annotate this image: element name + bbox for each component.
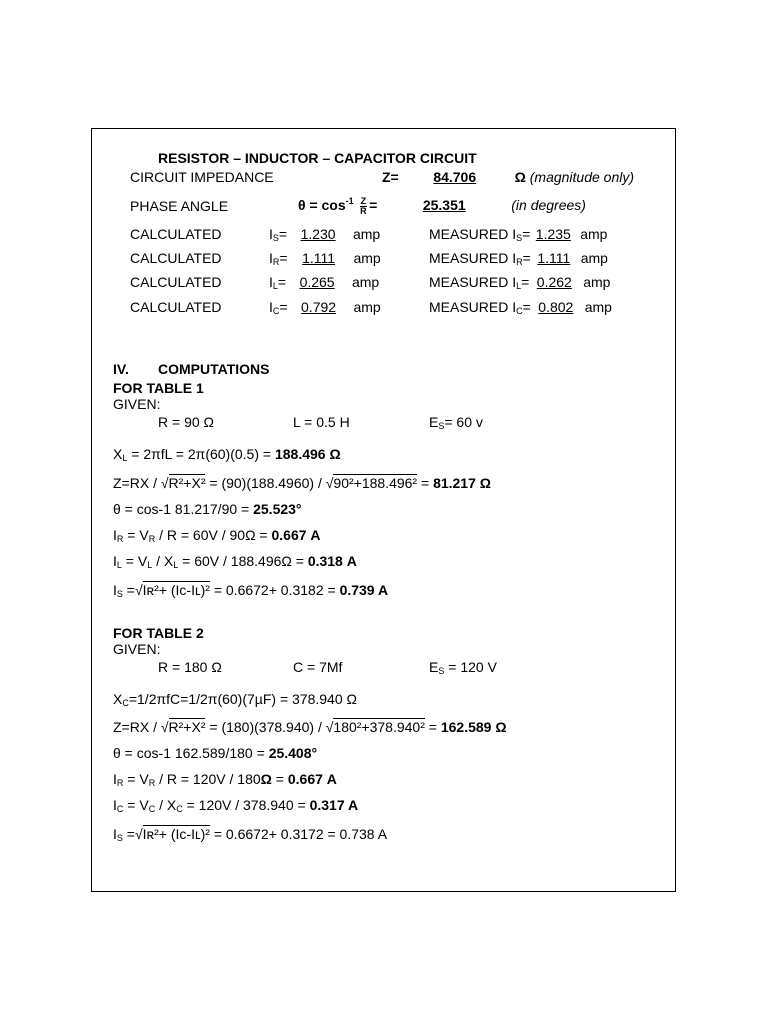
table1-is-formula: $I_S$ =√Iʀ²+ (Iᴄ-Iʟ)² = 0.6672+ 0.3182 = 0.739 A xyxy=(113,582,389,599)
impedance-unit: Ω xyxy=(514,169,526,185)
table1-ir-result: 0.667 A xyxy=(271,527,321,543)
calc-is-value: 1.230 xyxy=(300,226,336,242)
phase-value-line xyxy=(298,193,586,217)
theta-superscript: -1 xyxy=(345,196,354,206)
table1-z-formula: Z=RX / √R²+X² = (90)(188.4960) / √90²+188.496² = 81.217 Ω xyxy=(113,475,491,491)
meas-row-il: MEASURED $I_L= 0.262$ amp xyxy=(429,274,611,291)
z-over-r-fraction xyxy=(360,197,368,216)
rlc-title: RESISTOR – INDUCTOR – CAPACITOR CIRCUIT xyxy=(158,150,477,166)
calc-row-is: $I_S= 1.230$ amp xyxy=(269,226,381,243)
impedance-note: (magnitude only) xyxy=(529,169,635,185)
table1-r: R = 90 Ω xyxy=(158,414,214,430)
table2-xc-formula: $X_C=1/2\pi fC=1/2\pi(60)(7\mu F) = 378.940$ Ω xyxy=(113,691,357,708)
phase-equals: = xyxy=(369,197,378,213)
section-numeral: IV. xyxy=(113,361,129,377)
calc-row-il: $I_L= 0.265$ amp xyxy=(269,274,380,291)
theta-expression: θ = cos xyxy=(298,197,346,213)
impedance-value: 84.706 xyxy=(433,169,477,185)
table1-il-result: 0.318 A xyxy=(307,553,357,569)
table2-is-formula: $I_S$ =√Iʀ²+ (Iᴄ-Iʟ)² = 0.6672+ 0.3172 = 0.738 A xyxy=(113,826,388,843)
table2-theta-formula: θ = cos-1 162.589/180 = 25.408° xyxy=(113,745,318,761)
meas-row-ic: MEASURED $I_C= 0.802$ amp xyxy=(429,299,612,316)
table2-z-result: 162.589 Ω xyxy=(440,719,507,735)
table2-ic-result: 0.317 A xyxy=(309,797,359,813)
phase-label: PHASE ANGLE xyxy=(130,198,229,214)
fraction-numerator: Z xyxy=(360,195,367,206)
meas-ic-value: 0.802 xyxy=(538,299,574,315)
table2-given: GIVEN: xyxy=(113,641,161,657)
table1-il-formula: $I_L = V_L / X_L = 60V / 188.496\Omega = 0.318$ A xyxy=(113,553,357,570)
calc-row-ic: $I_C= 0.792$ amp xyxy=(269,299,381,316)
table1-es: $E_S= 60$ v xyxy=(429,414,483,431)
impedance-value-line xyxy=(382,169,634,185)
impedance-label: CIRCUIT IMPEDANCE xyxy=(130,169,274,185)
meas-is-value: 1.235 xyxy=(535,226,571,242)
meas-il-value: 0.262 xyxy=(536,274,572,290)
fraction-denominator: R xyxy=(360,205,367,216)
calc-ir-value: 1.111 xyxy=(302,250,336,266)
section-heading: COMPUTATIONS xyxy=(158,361,270,377)
calc-row-ir: $I_R= 1.111$ amp xyxy=(269,250,381,267)
calc-row-ir-label: CALCULATED xyxy=(130,250,222,266)
calc-row-il-label: CALCULATED xyxy=(130,274,222,290)
table1-is-result: 0.739 A xyxy=(339,582,389,598)
table2-heading: FOR TABLE 2 xyxy=(113,625,204,641)
calc-row-ic-label: CALCULATED xyxy=(130,299,222,315)
table2-es: $E_S = 120$ V xyxy=(429,659,497,676)
table2-theta-result: 25.408° xyxy=(268,745,318,761)
calc-il-value: 0.265 xyxy=(299,274,335,290)
phase-note: (in degrees) xyxy=(511,197,586,213)
meas-row-is: MEASURED $I_S= 1.235$ amp xyxy=(429,226,608,243)
table2-ic-formula: $I_C = V_C / X_C = 120V / 378.940 = 0.317$ A xyxy=(113,797,359,814)
calc-ic-value: 0.792 xyxy=(301,299,337,315)
table1-ir-formula: $I_R = V_R / R = 60V / 90\Omega = 0.667$ A xyxy=(113,527,321,544)
table2-z-formula: Z=RX / √R²+X² = (180)(378.940) / √180²+378.940² = 162.589 Ω xyxy=(113,719,507,735)
table1-theta-formula: θ = cos-1 81.217/90 = 25.523° xyxy=(113,501,302,517)
table1-xl-result: 188.496 Ω xyxy=(274,446,341,462)
table1-given: GIVEN: xyxy=(113,396,161,412)
table2-ir-formula: $I_R = V_R / R = 120V / 180\Omega = 0.667$ A xyxy=(113,771,337,788)
table1-z-result: 81.217 Ω xyxy=(433,475,491,491)
table2-c: C = 7Mf xyxy=(293,659,343,675)
meas-ir-value: 1.111 xyxy=(537,250,571,266)
table1-l: L = 0.5 H xyxy=(293,414,350,430)
calc-row-is-label: CALCULATED xyxy=(130,226,222,242)
phase-value: 25.351 xyxy=(422,197,466,213)
meas-row-ir: MEASURED $I_R= 1.111$ amp xyxy=(429,250,608,267)
table2-r: R = 180 Ω xyxy=(158,659,222,675)
table2-ir-result: 0.667 A xyxy=(287,771,337,787)
table1-theta-result: 25.523° xyxy=(253,501,302,517)
z-prefix: Z= xyxy=(382,169,399,185)
table1-heading: FOR TABLE 1 xyxy=(113,380,204,396)
table1-xl-formula: $X_L = 2\pi fL = 2\pi(60)(0.5) = 188.496$ Ω xyxy=(113,446,341,463)
